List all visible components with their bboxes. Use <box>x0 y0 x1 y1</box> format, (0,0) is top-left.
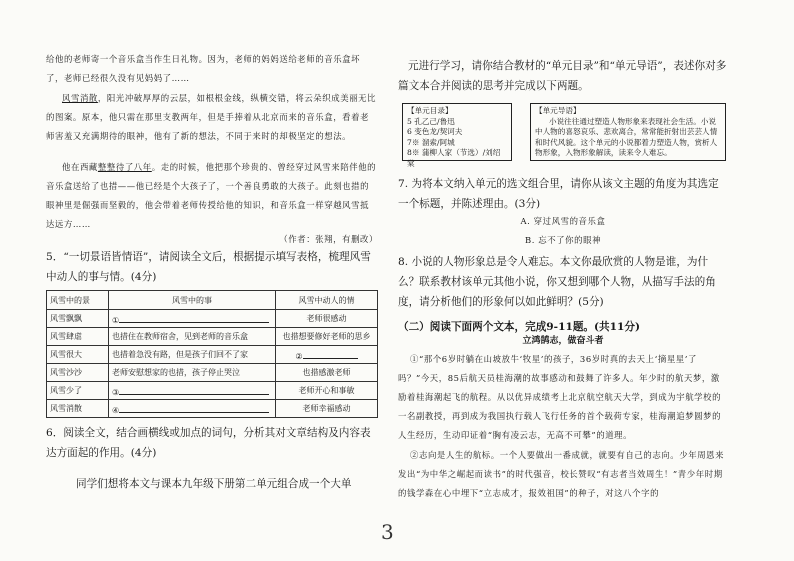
underlined-phrase-2: 整整待了八年 <box>97 162 152 172</box>
question-6: 6．阅读全文，结合画横线或加点的词句，分析其对文章结构及内容表达方面起的作用。(4分) <box>46 427 371 459</box>
essay-paragraph-2: ②志向是人生的航标。一个人要做出一番成就，就要有自己的志向。少年周恩来发出“为中华之崛起而读书”的时代强音，校长赞叹“有志者当效周生！”青少年时期的钱学森在心中埋下“立志成才，报效祖国”的种子，对这八个字的 <box>398 450 725 498</box>
guide-title: 【单元导语】 <box>535 106 581 115</box>
table-row: 风雪飘飘 ① 老师很感动 <box>47 310 378 328</box>
answer-blank-3[interactable]: ③ <box>109 382 276 400</box>
question-7-intro: 同学们想将本文与课本九年级下册第二单元组合成一个大单 <box>76 478 352 490</box>
table-row: 风雪肆虐 也措住在教师宿舍，见到老师的音乐盒 也措想要修好老师的思乡 <box>47 328 378 346</box>
option-a: A. 穿过风雪的音乐盒 <box>520 216 606 226</box>
catalog-item: 5 孔乙己/鲁迅 <box>407 116 455 126</box>
page-number: 3 <box>381 520 394 544</box>
question-7: 7. 为将本文纳入单元的选文组合里，请你从该文主题的角度为其选定一个标题，并陈述理由。(3分) <box>398 178 719 210</box>
unit-guide-box <box>530 103 726 161</box>
essay-paragraph-1: ①“那个6岁时躺在山坡放牛‘牧星’的孩子，36岁时真的去天上‘摘星星’了吗？”今天，85后航天员桂海潮的故事感动和鼓舞了许多人。年少时的航天梦，激励着桂海潮起飞的航程。从以优异成绩考上北京航空航天大学，到成为宇航学校的一名副教授，再到成为我国执行载人飞行任务的首个载荷专家，桂海潮追梦圆梦的人生经历，生动印证着“胸有凌云志，无高不可攀”的道理。 <box>398 354 722 440</box>
catalog-item: 6 变色龙/契诃夫 <box>407 127 463 137</box>
underlined-phrase: 风雪消散 <box>62 93 98 103</box>
story-paragraph-3: 他在西藏整整待了八年。走的时候，他把那个珍贵的、曾经穿过风雪来陪伴他的音乐盒送给了也措——他已经是个大孩子了，一个善良勇敢的大孩子。此刻也措的眼神里是倔强而坚毅的，他会带着老师传授给他的知识，和音乐盒一样穿越风雪抵达远方…… <box>46 162 377 229</box>
catalog-item: 8※ 蒲柳人家（节选）/刘绍棠 <box>407 148 501 168</box>
answer-blank-1[interactable]: ① <box>109 310 276 328</box>
story-paragraph-2: 风雪消散，阳光冲破厚厚的云层，如根根金线，纵横交错，将云朵织成美丽无比的图案。原本，他只需在那里支教两年，但是手捧着从北京而来的音乐盒，看着老师害羞又充满期待的眼神，他有了新的想法，不同于来时的却极坚定的想法。 <box>46 93 377 141</box>
unit-catalog-box <box>402 103 512 168</box>
story-table <box>46 290 378 418</box>
guide-text: 小说往往通过塑造人物形象来表现社会生活。小说中人物的喜怒哀乐、悲欢离合，常常能折射出芸芸人情和时代风貌。这个单元的小说都着力塑造人物，赏析人物形象，入物形象解读，读来令人难忘。 <box>535 116 718 158</box>
table-row: 风雪消散 ④ 老师幸福感动 <box>47 400 378 418</box>
answer-blank-4[interactable]: ④ <box>109 400 276 418</box>
catalog-item: 7※ 溜索/阿城 <box>407 137 455 147</box>
section-2-heading: （二）阅读下面两个文本，完成9-11题。(共11分) <box>398 321 640 333</box>
option-b: B. 忘不了你的眼神 <box>524 235 602 245</box>
story-paragraph-1: 给他的老师寄一个音乐盒当作生日礼物。因为，老师的妈妈送给老师的音乐盒坏了，老师已经很久没有见妈妈了…… <box>46 54 361 83</box>
table-row: 风雪沙沙 老师安慰想家的也措，孩子停止哭泣 也措感激老师 <box>47 364 378 382</box>
catalog-title: 【单元目录】 <box>407 106 453 115</box>
table-header: 风雪中的事 <box>109 291 276 310</box>
question-5: 5．“一切景语皆情语”，请阅读全文后，根据提示填写表格，梳理风雪中动人的事与情。(4分) <box>46 251 371 283</box>
answer-blank-2[interactable]: ② <box>276 346 378 364</box>
unit-intro: 元进行学习，请你结合教材的“单元目录”和“单元导语”，表述你对多篇文本合并阅读的思考并完成以下两题。 <box>398 60 727 92</box>
table-row: 风雪很大 也措着急没有路，但是孩子们回不了家 ② <box>47 346 378 364</box>
essay-title: 立鸿鹄志，做奋斗者 <box>522 336 604 346</box>
author-note: （作者：张翔，有删改） <box>279 234 378 244</box>
table-header: 风雪中动人的情 <box>276 291 378 310</box>
table-row: 风雪少了 ③ 老师开心和事敏 <box>47 382 378 400</box>
table-header-row <box>47 291 378 310</box>
question-8: 8. 小说的人物形象总是令人难忘。本文你最欣赏的人物是谁，为什么？联系教材该单元其他小说，你又想到哪个人物，从描写手法的角度，请分析他们的形象何以如此鲜明？(5分) <box>398 256 716 308</box>
table-header: 风雪中的景 <box>47 291 109 310</box>
